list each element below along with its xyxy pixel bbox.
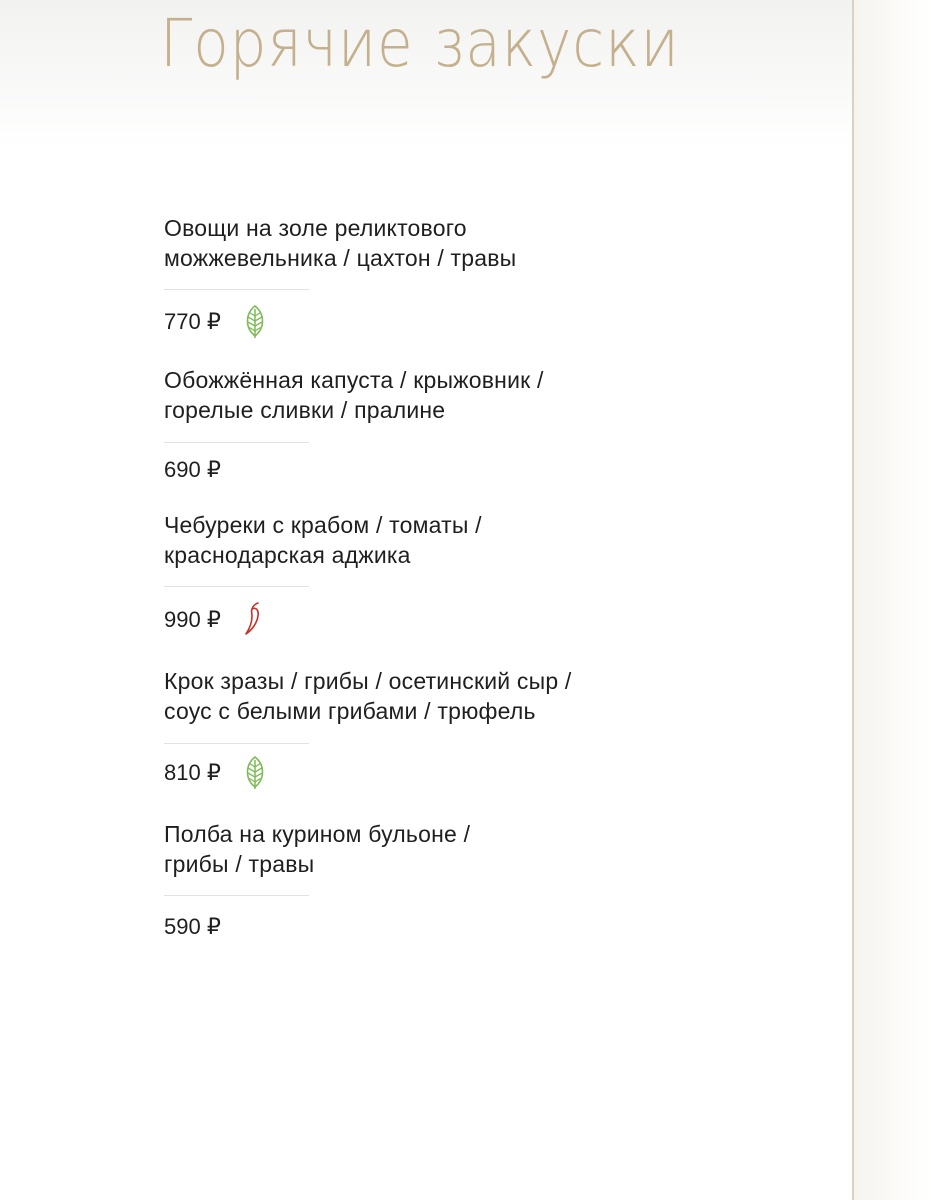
menu-item-price-row (164, 456, 221, 484)
menu-item-price: 810 ₽ (164, 760, 221, 785)
menu-item-name (164, 819, 724, 879)
menu-item-name-line: Полба на курином бульоне / (164, 821, 471, 847)
menu-item-name-line: грибы / травы (164, 851, 315, 877)
menu-item (164, 666, 724, 785)
menu-item-name-line: горелые сливки / пралине (164, 397, 446, 423)
menu-item-price-row (164, 756, 267, 790)
leaf-icon (243, 305, 267, 339)
menu-item-name-line: соус с белыми грибами / трюфель (164, 698, 536, 724)
leaf-icon (243, 756, 267, 790)
menu-item (164, 510, 724, 632)
menu-item-divider (164, 442, 309, 443)
menu-item-price-row (164, 602, 263, 638)
menu-item-name (164, 666, 724, 726)
menu-item-price: 590 ₽ (164, 914, 221, 939)
menu-item-name-line: Крок зразы / грибы / осетинский сыр / (164, 668, 572, 694)
section-title: Горячие закуски (160, 5, 680, 82)
menu-item-name-line: краснодарская аджика (164, 542, 411, 568)
menu-item-divider (164, 586, 309, 587)
menu-item-name (164, 365, 724, 425)
menu-item-name-line: Овощи на золе реликтового (164, 215, 467, 241)
menu-item (164, 819, 724, 939)
menu-item-name-line: Чебуреки с крабом / томаты / (164, 512, 482, 538)
menu-item-price-row (164, 913, 221, 941)
menu-item-price: 770 ₽ (164, 309, 221, 334)
menu-item-price: 990 ₽ (164, 607, 221, 632)
menu-item-name (164, 510, 724, 570)
menu-item-name-line: Обожжённая капуста / крыжовник / (164, 367, 544, 393)
menu-item-divider (164, 895, 309, 896)
page-edge-margin (854, 0, 931, 1200)
menu-item-divider (164, 743, 309, 744)
menu-item-price-row (164, 305, 267, 339)
menu-item-name-line: можжевельника / цахтон / травы (164, 245, 517, 271)
menu-item (164, 213, 724, 334)
menu-item-name (164, 213, 724, 273)
menu-item-price: 690 ₽ (164, 457, 221, 482)
menu-item (164, 365, 724, 482)
menu-item-divider (164, 289, 309, 290)
chili-pepper-icon (243, 602, 263, 638)
